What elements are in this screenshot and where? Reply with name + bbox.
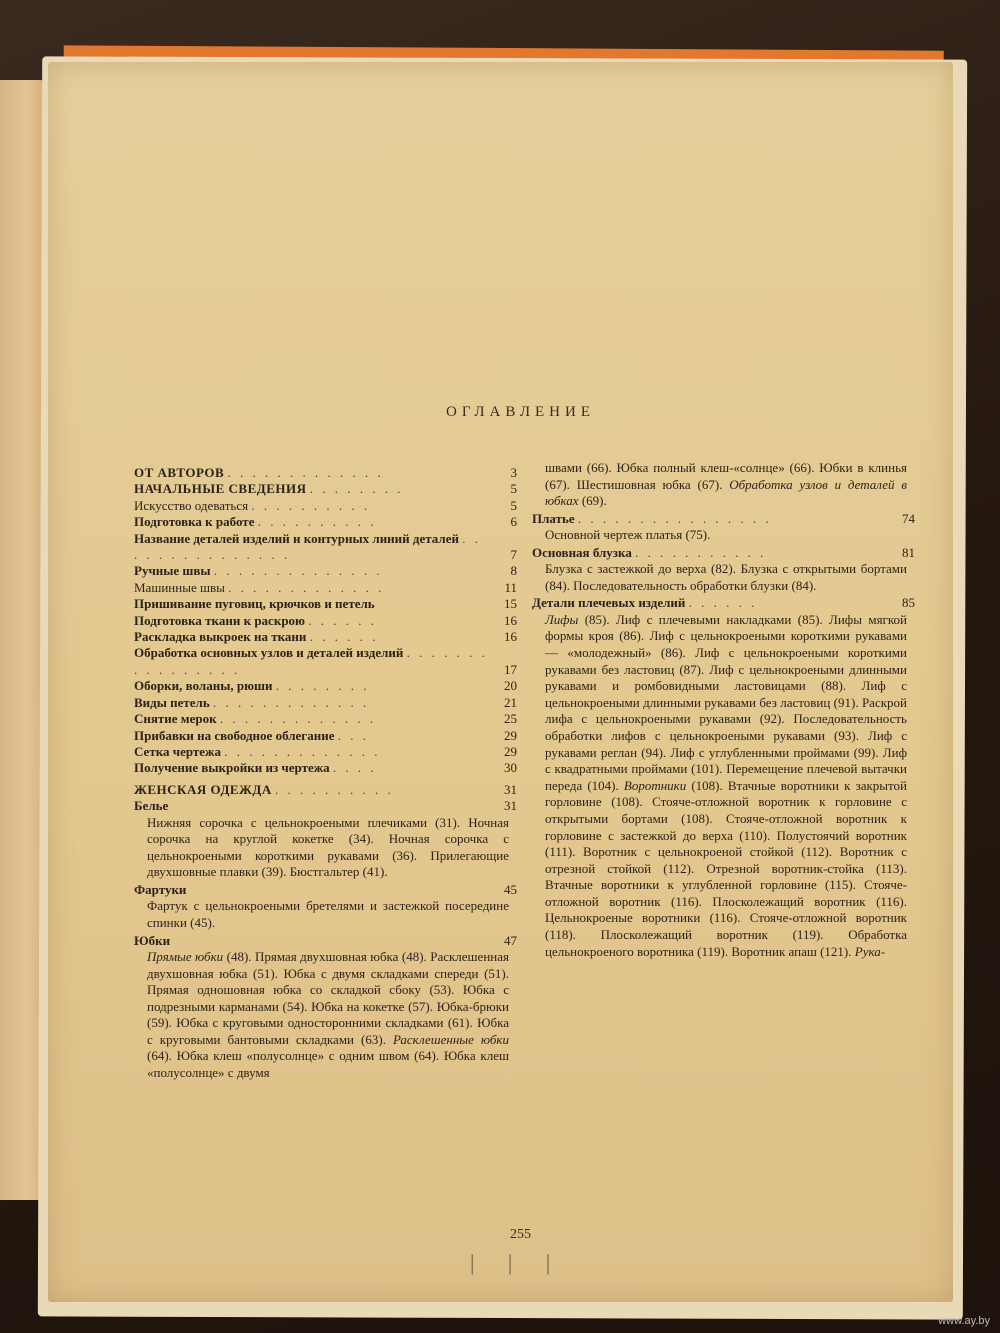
toc-entry	[134, 497, 517, 514]
toc-entry-title: Прибавки на свободное облегание	[134, 727, 335, 743]
toc-entry-title: Пришивание пуговиц, крючков и петель	[134, 596, 375, 612]
toc-heading: ОГЛАВЛЕНИЕ	[446, 404, 595, 420]
toc-desc-yubki: Прямые юбки (48). Прямая двухшовная юбка (48). Расклешенная двухшовная юбка (51). Юбка с двумя складками спереди (51). Прямая одношовная юбка со складкой сбоку (53). Юбка с подрезными карманами (54). Юбка на кокетке (57). Юбка-брюки (59). Юбка с круговыми односторонними складками (61). Юбка с круговыми бантовыми складками (63). Расклешенные юбки (64). Юбка клеш «полусолнце» с одним швом (64). Юбка клеш «полусолнце» с двумя	[147, 948, 509, 1081]
toc-leader-dots: . . . . . . . . . . . . .	[224, 743, 381, 759]
toc-page-number: 21	[504, 694, 517, 710]
toc-entry	[134, 563, 517, 579]
toc-entry	[134, 481, 517, 497]
toc-entry-title: Оборки, воланы, рюши	[134, 678, 273, 694]
toc-entry	[134, 514, 517, 530]
toc-entry	[134, 596, 517, 612]
toc-page-number: 11	[504, 579, 517, 595]
toc-leader-dots: . . . . . . . . . . . . .	[228, 579, 385, 595]
toc-desc-bluzka: Блузка с застежкой до верха (82). Блузка с открытыми бортами (84). Последовательность обработки блузки (84).	[545, 561, 907, 593]
toc-leader-dots: . . . . . . . . . .	[257, 514, 377, 530]
toc-entry-title: Искусство одеваться	[134, 497, 249, 513]
toc-desc-fartuki: Фартук с цельнокроеными бретелями и застежкой посередине спинки (45).	[147, 898, 509, 930]
toc-leader-dots: . . . . . . . . . . . . . .	[213, 563, 383, 579]
toc-desc-detali: Лифы (85). Лиф с плечевыми накладками (85). Лифы мягкой формы кроя (86). Лиф с цельнокроеными короткими рукавами — «молодежный» (86). Лиф с цельнокроеными короткими рукавами без ластовиц (87). Лиф с цельнокроеными длинными рукавами и ромбовидными ластовицами (88). Лиф с цельнокроеными длинными рукавами без ластовиц (91). Раскрой лифа с цельнокроеными рукавами (92). Последовательность обработки лифов с цельнокроеными рукавами (93). Лиф с рукавами реглан (94). Лиф с углубленными проймами (99). Лиф с квадратными проймами (101). Перемещение плечевой вытачки переда (104). Воротники (108). Втачные воротники к закрытой горловине (108). Стояче-отложной воротник к горловине с открытыми бортами (108). Стояче-отложной воротник к горловине с застежкой до верха (110). Полустоячий воротник (111). Воротник с цельнокроеной стойкой (112). Воротник с отрезной стойкой (112). Отрезной воротник-стойка (113). Втачные воротники к углубленной горловине (115). Стояче-отложной воротник (116). Плосколежащий воротник (116). Цельнокроеные воротники (116). Стояче-отложной воротник (118). Плосколежащий воротник (119). Обработка цельнокроеного воротника (119). Воротник апаш (121). Рука-	[545, 611, 908, 959]
toc-entry-title: Подготовка ткани к раскрою	[134, 612, 305, 628]
toc-page-number: 30	[504, 760, 517, 776]
toc-entry	[134, 530, 517, 564]
toc-entry-yubki: Юбки 47	[134, 932, 517, 948]
toc-entry	[134, 711, 517, 727]
toc-right-column	[532, 460, 915, 961]
toc-leader-dots: . . . . . . . . . . . . . . . .	[134, 645, 488, 677]
toc-page-number: 6	[510, 514, 517, 530]
toc-entry-title: Снятие мерок	[134, 711, 217, 727]
toc-page-number: 29	[504, 743, 517, 759]
toc-entry-title: Ручные швы	[134, 563, 211, 579]
toc-leader-dots: . . . . . . . . . . . . . . .	[134, 530, 481, 563]
toc-leader-dots: . . . . . .	[309, 629, 379, 645]
margin-marks: | | |	[470, 1250, 565, 1275]
toc-page-number: 8	[510, 563, 517, 579]
toc-leader-dots: . . .	[337, 727, 369, 743]
toc-page-number: 17	[504, 661, 517, 677]
toc-page-number: 20	[504, 678, 517, 694]
toc-entry	[134, 612, 517, 629]
toc-page-number: 5	[510, 497, 517, 513]
toc-entry-bluzka: Основная блузка . . . . . . . . . . . 81	[532, 544, 915, 560]
toc-entry-women-clothing: ЖЕНСКАЯ ОДЕЖДА . . . . . . . . . . 31	[134, 781, 517, 797]
toc-entry-belie: Белье 31	[134, 798, 517, 814]
book-page	[48, 62, 953, 1302]
toc-entry-platye: Платье . . . . . . . . . . . . . . . . 74	[532, 510, 915, 526]
watermark: www.ay.by	[938, 1315, 990, 1327]
toc-leader-dots: . . . .	[332, 760, 377, 776]
toc-page-number: 5	[510, 481, 517, 497]
toc-page-number: 25	[504, 711, 517, 727]
toc-entry-detali: Детали плечевых изделий . . . . . . 85	[532, 595, 915, 611]
page-number: 255	[510, 1227, 531, 1242]
toc-entry	[134, 629, 517, 645]
toc-entry-title: Машинные швы	[134, 579, 225, 595]
toc-entry-title: Раскладка выкроек на ткани	[134, 629, 307, 645]
toc-left-column	[134, 465, 517, 1083]
toc-entry-title: НАЧАЛЬНЫЕ СВЕДЕНИЯ	[134, 481, 307, 497]
toc-entry	[134, 743, 517, 760]
toc-leader-dots: . . . . . . . .	[275, 678, 370, 694]
toc-entries-left	[134, 465, 517, 777]
toc-entry	[134, 579, 517, 596]
toc-entry-title: Получение выкройки из чертежа	[134, 760, 330, 776]
toc-page-number: 16	[504, 612, 517, 628]
toc-page-number: 3	[510, 465, 517, 480]
toc-desc-platye: Основной чертеж платья (75).	[545, 527, 711, 543]
toc-entry	[134, 727, 517, 744]
toc-leader-dots: . . . . . . . . . . . . .	[212, 694, 370, 710]
toc-entry	[134, 465, 517, 481]
toc-leader-dots: . . . . . .	[308, 612, 377, 628]
toc-leader-dots: . . . . . . . .	[309, 481, 404, 497]
toc-entry-title: Сетка чертежа	[134, 743, 221, 759]
toc-entry	[134, 645, 517, 678]
toc-entry-title: Обработка основных узлов и деталей изделий	[134, 645, 404, 661]
toc-entry-title: Подготовка к работе	[134, 514, 255, 530]
toc-desc-belie: Нижняя сорочка с цельнокроеными плечиками (31). Ночная сорочка на круглой кокетке (34). Ночная сорочка с цельнокроеными короткими рукавами (36). Прилегающие двухшовные плавки (39). Бюстгальтер (41).	[147, 814, 509, 880]
toc-entry-title: ОТ АВТОРОВ	[134, 465, 225, 480]
toc-entry-title: Виды петель	[134, 694, 210, 710]
toc-leader-dots: . . . . . . . . . . . . .	[219, 711, 377, 727]
toc-entry	[134, 678, 517, 694]
toc-page-number: 29	[504, 727, 517, 743]
toc-leader-dots: . . . . . . . . . . . . .	[227, 465, 384, 480]
toc-page-number: 7	[510, 547, 517, 563]
toc-leader-dots: . . . . . . . . . .	[251, 497, 371, 513]
toc-entry-fartuki: Фартуки 45	[134, 881, 517, 897]
toc-entry	[134, 760, 517, 776]
toc-desc-yubki-continued: швами (66). Юбка полный клеш-«солнце» (66). Юбки в клинья (67). Шестишовная юбка (67). Обработка узлов и деталей в юбках (69).	[545, 460, 907, 509]
toc-page-number: 16	[504, 629, 517, 645]
toc-page-number: 15	[504, 596, 517, 612]
toc-entry-title: Название деталей изделий и контурных линий деталей	[134, 530, 459, 546]
toc-entry	[134, 694, 517, 711]
